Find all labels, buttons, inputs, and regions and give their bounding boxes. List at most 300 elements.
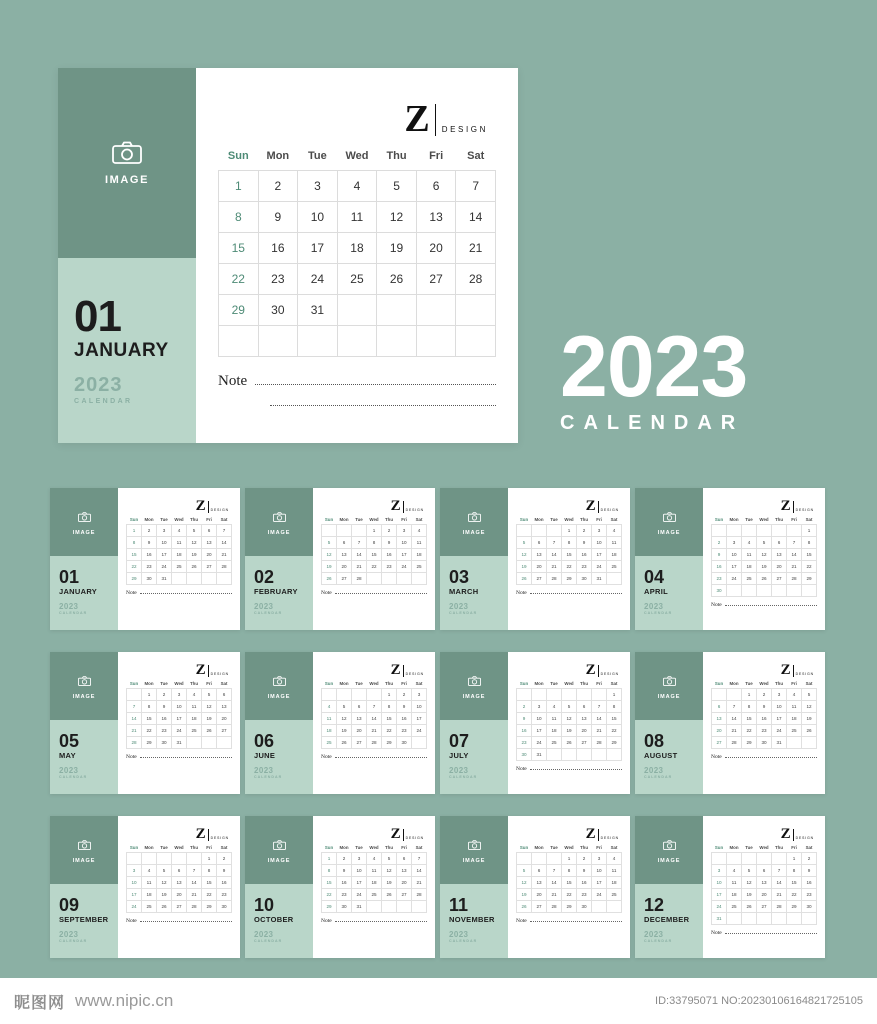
day-cell[interactable]: 6	[532, 865, 547, 877]
day-cell[interactable]: 12	[187, 537, 202, 549]
day-cell[interactable]: 21	[412, 877, 427, 889]
day-cell[interactable]: 30	[757, 737, 772, 749]
day-cell[interactable]: 30	[142, 573, 157, 585]
day-cell[interactable]: 29	[742, 737, 757, 749]
day-cell[interactable]: 6	[352, 701, 367, 713]
image-placeholder[interactable]	[635, 488, 703, 556]
day-cell[interactable]	[322, 525, 337, 537]
day-cell[interactable]: 29	[382, 737, 397, 749]
day-cell[interactable]: 13	[712, 713, 727, 725]
day-cell[interactable]: 18	[367, 877, 382, 889]
day-cell[interactable]: 29	[202, 901, 217, 913]
day-cell[interactable]: 19	[187, 549, 202, 561]
day-cell[interactable]: 28	[187, 901, 202, 913]
day-cell[interactable]: 31	[172, 737, 187, 749]
day-cell[interactable]	[607, 901, 622, 913]
day-cell[interactable]	[367, 901, 382, 913]
day-cell[interactable]	[562, 689, 577, 701]
day-cell[interactable]: 21	[127, 725, 142, 737]
day-cell[interactable]: 4	[787, 689, 802, 701]
day-cell[interactable]: 19	[562, 725, 577, 737]
day-cell[interactable]: 13	[202, 537, 217, 549]
day-cell[interactable]: 23	[802, 889, 817, 901]
day-cell[interactable]: 4	[337, 171, 377, 202]
day-cell[interactable]: 17	[592, 877, 607, 889]
day-cell[interactable]: 6	[172, 865, 187, 877]
image-placeholder[interactable]	[440, 488, 508, 556]
day-cell[interactable]: 4	[727, 865, 742, 877]
day-cell[interactable]: 20	[217, 713, 232, 725]
day-cell[interactable]	[742, 585, 757, 597]
day-cell[interactable]: 1	[367, 525, 382, 537]
day-cell[interactable]: 2	[217, 853, 232, 865]
day-cell[interactable]	[187, 737, 202, 749]
day-cell[interactable]: 3	[592, 853, 607, 865]
day-cell[interactable]: 10	[172, 701, 187, 713]
day-cell[interactable]	[127, 689, 142, 701]
day-cell[interactable]: 19	[757, 561, 772, 573]
day-cell[interactable]: 30	[397, 737, 412, 749]
day-cell[interactable]: 17	[772, 713, 787, 725]
day-cell[interactable]: 9	[397, 701, 412, 713]
image-placeholder[interactable]	[635, 816, 703, 884]
day-cell[interactable]	[352, 689, 367, 701]
day-cell[interactable]: 26	[757, 573, 772, 585]
day-cell[interactable]: 8	[787, 865, 802, 877]
day-cell[interactable]: 12	[377, 202, 417, 233]
day-cell[interactable]: 2	[382, 525, 397, 537]
day-cell[interactable]	[742, 913, 757, 925]
day-cell[interactable]: 29	[322, 901, 337, 913]
day-cell[interactable]: 19	[322, 561, 337, 573]
image-placeholder[interactable]	[440, 816, 508, 884]
day-cell[interactable]: 26	[802, 725, 817, 737]
day-cell[interactable]: 21	[772, 889, 787, 901]
day-cell[interactable]: 3	[172, 689, 187, 701]
day-cell[interactable]: 3	[157, 525, 172, 537]
day-cell[interactable]	[456, 295, 496, 326]
day-cell[interactable]: 18	[172, 549, 187, 561]
day-cell[interactable]: 6	[397, 853, 412, 865]
day-cell[interactable]: 7	[217, 525, 232, 537]
day-cell[interactable]: 10	[397, 537, 412, 549]
day-cell[interactable]: 27	[577, 737, 592, 749]
day-cell[interactable]: 4	[547, 701, 562, 713]
day-cell[interactable]: 21	[367, 725, 382, 737]
day-cell[interactable]: 30	[157, 737, 172, 749]
day-cell[interactable]: 17	[532, 725, 547, 737]
day-cell[interactable]: 26	[187, 561, 202, 573]
day-cell[interactable]: 2	[337, 853, 352, 865]
day-cell[interactable]: 5	[187, 525, 202, 537]
day-cell[interactable]	[772, 525, 787, 537]
day-cell[interactable]: 29	[127, 573, 142, 585]
day-cell[interactable]: 20	[772, 561, 787, 573]
day-cell[interactable]: 20	[337, 561, 352, 573]
day-cell[interactable]: 11	[547, 713, 562, 725]
day-cell[interactable]: 18	[607, 549, 622, 561]
day-cell[interactable]: 19	[202, 713, 217, 725]
day-cell[interactable]: 5	[322, 537, 337, 549]
day-cell[interactable]: 8	[382, 701, 397, 713]
day-cell[interactable]: 14	[187, 877, 202, 889]
day-cell[interactable]: 11	[607, 865, 622, 877]
day-cell[interactable]: 21	[547, 561, 562, 573]
day-cell[interactable]	[727, 585, 742, 597]
day-cell[interactable]	[757, 525, 772, 537]
day-cell[interactable]: 14	[727, 713, 742, 725]
day-cell[interactable]: 2	[157, 689, 172, 701]
day-cell[interactable]: 14	[592, 713, 607, 725]
day-cell[interactable]: 30	[577, 573, 592, 585]
day-cell[interactable]: 15	[607, 713, 622, 725]
day-cell[interactable]: 12	[562, 713, 577, 725]
day-cell[interactable]	[382, 901, 397, 913]
day-cell[interactable]: 8	[562, 537, 577, 549]
month-card[interactable]	[635, 488, 825, 630]
day-cell[interactable]: 13	[532, 549, 547, 561]
day-cell[interactable]: 15	[127, 549, 142, 561]
day-cell[interactable]: 23	[757, 725, 772, 737]
day-cell[interactable]: 17	[298, 233, 338, 264]
day-cell[interactable]: 1	[562, 525, 577, 537]
day-cell[interactable]: 13	[577, 713, 592, 725]
day-cell[interactable]: 21	[547, 889, 562, 901]
day-cell[interactable]: 26	[337, 737, 352, 749]
day-cell[interactable]: 13	[416, 202, 456, 233]
day-cell[interactable]	[412, 901, 427, 913]
day-cell[interactable]: 26	[382, 889, 397, 901]
day-cell[interactable]: 31	[532, 749, 547, 761]
day-cell[interactable]	[337, 326, 377, 357]
day-cell[interactable]: 5	[742, 865, 757, 877]
day-cell[interactable]: 7	[727, 701, 742, 713]
day-cell[interactable]: 6	[772, 537, 787, 549]
day-cell[interactable]: 23	[337, 889, 352, 901]
day-cell[interactable]: 10	[727, 549, 742, 561]
day-cell[interactable]: 2	[577, 525, 592, 537]
day-cell[interactable]: 30	[517, 749, 532, 761]
day-cell[interactable]: 21	[456, 233, 496, 264]
day-cell[interactable]: 16	[142, 549, 157, 561]
day-cell[interactable]: 25	[187, 725, 202, 737]
day-cell[interactable]: 17	[157, 549, 172, 561]
day-cell[interactable]: 19	[802, 713, 817, 725]
day-cell[interactable]: 16	[517, 725, 532, 737]
image-placeholder[interactable]	[245, 488, 313, 556]
day-cell[interactable]: 10	[772, 701, 787, 713]
day-cell[interactable]: 12	[517, 877, 532, 889]
day-cell[interactable]: 27	[337, 573, 352, 585]
day-cell[interactable]	[577, 749, 592, 761]
day-cell[interactable]: 22	[382, 725, 397, 737]
day-cell[interactable]: 18	[727, 889, 742, 901]
day-cell[interactable]: 25	[607, 561, 622, 573]
day-cell[interactable]: 6	[202, 525, 217, 537]
day-cell[interactable]	[772, 585, 787, 597]
day-cell[interactable]: 27	[757, 901, 772, 913]
day-cell[interactable]: 15	[202, 877, 217, 889]
day-cell[interactable]: 18	[142, 889, 157, 901]
day-cell[interactable]: 11	[322, 713, 337, 725]
day-cell[interactable]: 23	[258, 264, 298, 295]
day-cell[interactable]: 26	[562, 737, 577, 749]
day-cell[interactable]: 27	[712, 737, 727, 749]
day-cell[interactable]: 5	[562, 701, 577, 713]
day-cell[interactable]	[397, 901, 412, 913]
day-cell[interactable]	[219, 326, 259, 357]
day-cell[interactable]: 17	[727, 561, 742, 573]
day-cell[interactable]	[577, 689, 592, 701]
day-cell[interactable]: 8	[802, 537, 817, 549]
day-cell[interactable]	[787, 525, 802, 537]
day-cell[interactable]	[157, 853, 172, 865]
day-cell[interactable]: 15	[787, 877, 802, 889]
day-cell[interactable]	[337, 689, 352, 701]
day-cell[interactable]: 23	[382, 561, 397, 573]
day-cell[interactable]: 14	[547, 877, 562, 889]
day-cell[interactable]: 25	[727, 901, 742, 913]
day-cell[interactable]: 19	[157, 889, 172, 901]
day-cell[interactable]: 9	[517, 713, 532, 725]
day-cell[interactable]	[142, 853, 157, 865]
day-cell[interactable]: 9	[577, 865, 592, 877]
day-cell[interactable]: 24	[352, 889, 367, 901]
day-cell[interactable]	[757, 913, 772, 925]
day-cell[interactable]: 2	[577, 853, 592, 865]
day-cell[interactable]: 27	[202, 561, 217, 573]
day-cell[interactable]: 17	[712, 889, 727, 901]
day-cell[interactable]: 24	[532, 737, 547, 749]
day-cell[interactable]: 14	[772, 877, 787, 889]
day-cell[interactable]: 3	[127, 865, 142, 877]
day-cell[interactable]: 8	[367, 537, 382, 549]
day-cell[interactable]: 11	[337, 202, 377, 233]
day-cell[interactable]: 3	[772, 689, 787, 701]
day-cell[interactable]	[802, 913, 817, 925]
day-cell[interactable]: 10	[127, 877, 142, 889]
day-cell[interactable]: 5	[517, 865, 532, 877]
day-cell[interactable]: 9	[802, 865, 817, 877]
day-cell[interactable]: 31	[712, 913, 727, 925]
day-cell[interactable]	[547, 525, 562, 537]
day-cell[interactable]	[787, 737, 802, 749]
day-cell[interactable]: 20	[757, 889, 772, 901]
day-cell[interactable]: 17	[352, 877, 367, 889]
day-cell[interactable]: 7	[772, 865, 787, 877]
day-cell[interactable]	[787, 585, 802, 597]
day-cell[interactable]	[727, 689, 742, 701]
day-cell[interactable]: 25	[337, 264, 377, 295]
day-cell[interactable]: 29	[802, 573, 817, 585]
day-cell[interactable]: 19	[517, 561, 532, 573]
day-cell[interactable]: 31	[157, 573, 172, 585]
day-cell[interactable]: 15	[562, 549, 577, 561]
hero-note-line-1[interactable]	[255, 383, 496, 385]
day-cell[interactable]: 28	[727, 737, 742, 749]
day-cell[interactable]: 22	[142, 725, 157, 737]
day-cell[interactable]: 22	[787, 889, 802, 901]
day-cell[interactable]: 3	[712, 865, 727, 877]
day-cell[interactable]: 16	[337, 877, 352, 889]
day-cell[interactable]: 27	[217, 725, 232, 737]
day-cell[interactable]: 14	[352, 549, 367, 561]
note-line[interactable]	[140, 756, 232, 758]
day-cell[interactable]: 9	[382, 537, 397, 549]
day-cell[interactable]: 18	[322, 725, 337, 737]
day-cell[interactable]	[127, 853, 142, 865]
month-card[interactable]	[50, 652, 240, 794]
note-line[interactable]	[530, 592, 622, 594]
day-cell[interactable]: 7	[787, 537, 802, 549]
day-cell[interactable]: 4	[142, 865, 157, 877]
day-cell[interactable]: 19	[377, 233, 417, 264]
day-cell[interactable]: 14	[456, 202, 496, 233]
day-cell[interactable]: 7	[592, 701, 607, 713]
day-cell[interactable]: 9	[577, 537, 592, 549]
day-cell[interactable]: 10	[532, 713, 547, 725]
day-cell[interactable]: 9	[337, 865, 352, 877]
day-cell[interactable]: 13	[172, 877, 187, 889]
day-cell[interactable]: 26	[157, 901, 172, 913]
day-cell[interactable]: 18	[337, 233, 377, 264]
day-cell[interactable]: 5	[802, 689, 817, 701]
day-cell[interactable]: 7	[367, 701, 382, 713]
day-cell[interactable]: 15	[219, 233, 259, 264]
day-cell[interactable]: 19	[517, 889, 532, 901]
image-placeholder[interactable]	[50, 488, 118, 556]
day-cell[interactable]: 14	[217, 537, 232, 549]
day-cell[interactable]: 16	[757, 713, 772, 725]
day-cell[interactable]: 9	[217, 865, 232, 877]
day-cell[interactable]	[337, 295, 377, 326]
note-line[interactable]	[725, 932, 817, 934]
day-cell[interactable]: 13	[532, 877, 547, 889]
day-cell[interactable]: 6	[577, 701, 592, 713]
day-cell[interactable]: 24	[157, 561, 172, 573]
day-cell[interactable]: 22	[367, 561, 382, 573]
day-cell[interactable]: 7	[547, 537, 562, 549]
day-cell[interactable]	[202, 737, 217, 749]
day-cell[interactable]: 13	[352, 713, 367, 725]
day-cell[interactable]: 18	[787, 713, 802, 725]
day-cell[interactable]	[592, 901, 607, 913]
day-cell[interactable]: 22	[202, 889, 217, 901]
day-cell[interactable]: 17	[127, 889, 142, 901]
day-cell[interactable]: 29	[787, 901, 802, 913]
day-cell[interactable]: 11	[142, 877, 157, 889]
month-card[interactable]	[440, 652, 630, 794]
day-cell[interactable]: 3	[592, 525, 607, 537]
day-cell[interactable]: 15	[142, 713, 157, 725]
day-cell[interactable]: 14	[367, 713, 382, 725]
image-placeholder[interactable]	[245, 816, 313, 884]
day-cell[interactable]: 9	[712, 549, 727, 561]
day-cell[interactable]: 10	[157, 537, 172, 549]
day-cell[interactable]: 12	[322, 549, 337, 561]
day-cell[interactable]	[727, 853, 742, 865]
note-line[interactable]	[140, 920, 232, 922]
day-cell[interactable]	[547, 853, 562, 865]
day-cell[interactable]: 16	[157, 713, 172, 725]
day-cell[interactable]	[416, 295, 456, 326]
day-cell[interactable]: 16	[802, 877, 817, 889]
day-cell[interactable]: 8	[127, 537, 142, 549]
day-cell[interactable]: 8	[142, 701, 157, 713]
day-cell[interactable]: 28	[547, 573, 562, 585]
day-cell[interactable]	[547, 749, 562, 761]
day-cell[interactable]	[456, 326, 496, 357]
day-cell[interactable]: 20	[577, 725, 592, 737]
day-cell[interactable]: 31	[298, 295, 338, 326]
note-line[interactable]	[335, 756, 427, 758]
day-cell[interactable]: 13	[397, 865, 412, 877]
day-cell[interactable]	[532, 525, 547, 537]
day-cell[interactable]: 21	[352, 561, 367, 573]
day-cell[interactable]	[367, 689, 382, 701]
day-cell[interactable]: 1	[562, 853, 577, 865]
day-cell[interactable]: 21	[787, 561, 802, 573]
day-cell[interactable]: 26	[322, 573, 337, 585]
day-cell[interactable]: 12	[757, 549, 772, 561]
day-cell[interactable]: 11	[607, 537, 622, 549]
day-cell[interactable]: 21	[727, 725, 742, 737]
day-cell[interactable]: 20	[352, 725, 367, 737]
day-cell[interactable]: 24	[592, 561, 607, 573]
day-cell[interactable]: 29	[562, 573, 577, 585]
day-cell[interactable]: 27	[416, 264, 456, 295]
day-cell[interactable]: 28	[592, 737, 607, 749]
day-cell[interactable]: 12	[802, 701, 817, 713]
day-cell[interactable]: 6	[416, 171, 456, 202]
day-cell[interactable]	[607, 749, 622, 761]
day-cell[interactable]: 5	[382, 853, 397, 865]
day-cell[interactable]: 28	[772, 901, 787, 913]
day-cell[interactable]	[727, 913, 742, 925]
day-cell[interactable]: 31	[352, 901, 367, 913]
day-cell[interactable]	[367, 573, 382, 585]
day-cell[interactable]	[377, 326, 417, 357]
day-cell[interactable]: 28	[412, 889, 427, 901]
day-cell[interactable]: 25	[412, 561, 427, 573]
day-cell[interactable]: 23	[397, 725, 412, 737]
day-cell[interactable]: 6	[337, 537, 352, 549]
day-cell[interactable]: 15	[562, 877, 577, 889]
note-line[interactable]	[335, 592, 427, 594]
day-cell[interactable]: 4	[322, 701, 337, 713]
day-cell[interactable]: 10	[412, 701, 427, 713]
day-cell[interactable]: 18	[742, 561, 757, 573]
day-cell[interactable]: 1	[787, 853, 802, 865]
day-cell[interactable]: 3	[298, 171, 338, 202]
day-cell[interactable]: 6	[217, 689, 232, 701]
day-cell[interactable]: 21	[187, 889, 202, 901]
day-cell[interactable]: 25	[322, 737, 337, 749]
day-cell[interactable]	[532, 853, 547, 865]
day-cell[interactable]: 11	[172, 537, 187, 549]
day-cell[interactable]: 7	[547, 865, 562, 877]
day-cell[interactable]: 24	[727, 573, 742, 585]
day-cell[interactable]: 21	[217, 549, 232, 561]
month-card[interactable]	[440, 816, 630, 958]
day-cell[interactable]: 16	[217, 877, 232, 889]
day-cell[interactable]: 7	[127, 701, 142, 713]
day-cell[interactable]: 31	[592, 573, 607, 585]
day-cell[interactable]	[592, 749, 607, 761]
day-cell[interactable]: 8	[742, 701, 757, 713]
day-cell[interactable]: 20	[202, 549, 217, 561]
day-cell[interactable]: 25	[547, 737, 562, 749]
